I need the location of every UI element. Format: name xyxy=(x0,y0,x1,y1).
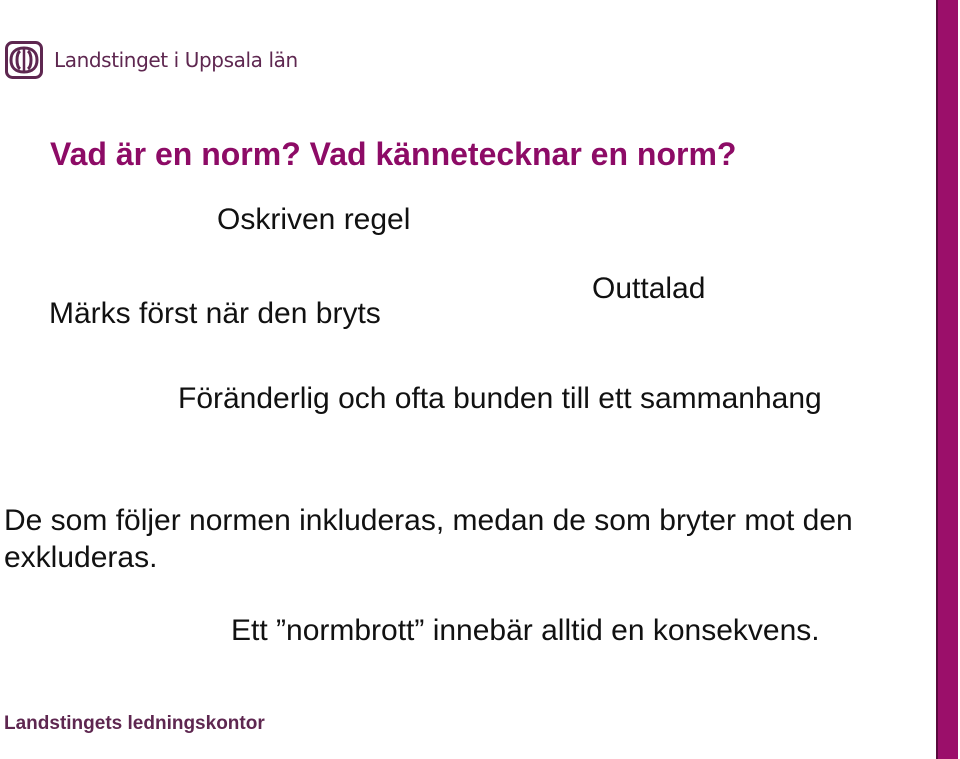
landstinget-logo-icon xyxy=(5,41,43,79)
bullet-marks-forst: Märks först när den bryts xyxy=(49,297,381,330)
slide-title: Vad är en norm? Vad kännetecknar en norm? xyxy=(50,136,737,172)
bullet-oskriven-regel: Oskriven regel xyxy=(217,203,411,236)
header-logo xyxy=(5,40,298,80)
side-accent-bar xyxy=(936,0,958,759)
bullet-normbrott: Ett ”normbrott” innebär alltid en konsekvens. xyxy=(231,614,820,647)
logo-text: Landstinget i Uppsala län xyxy=(54,48,298,72)
bullet-foranderlig: Föränderlig och ofta bunden till ett sammanhang xyxy=(178,382,822,415)
footer-text: Landstingets ledningskontor xyxy=(4,713,265,734)
bullet-outtalad: Outtalad xyxy=(592,272,706,305)
bullet-inkluderas: De som följer normen inkluderas, medan de som bryter mot den exkluderas. xyxy=(4,504,853,574)
